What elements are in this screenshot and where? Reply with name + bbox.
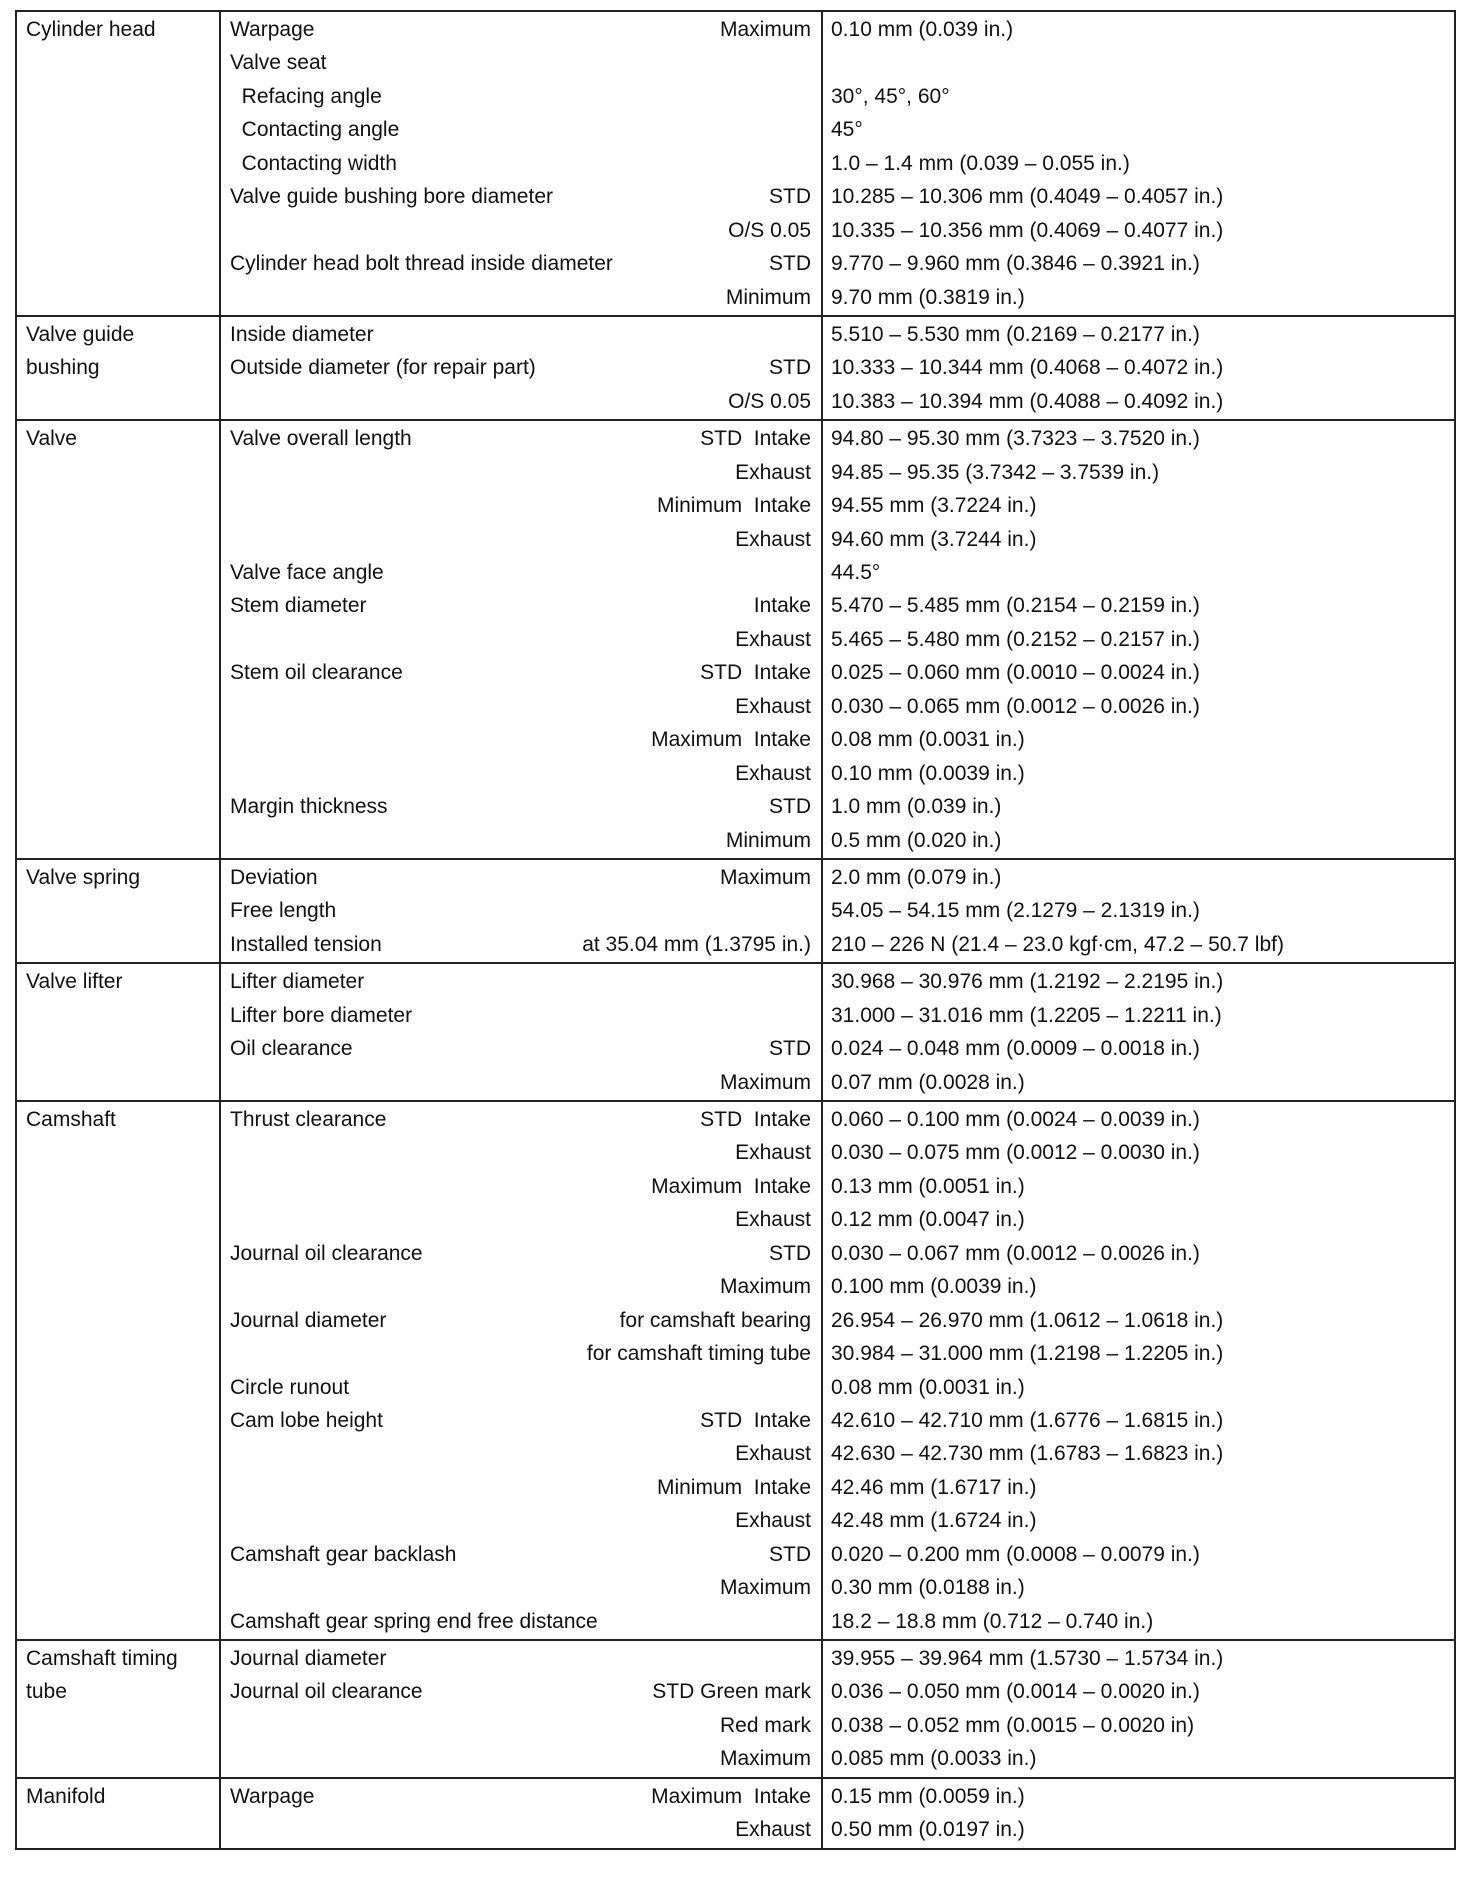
spec-item-line	[230, 1066, 811, 1099]
spec-item-condition: Exhaust	[735, 1141, 811, 1165]
spec-item-label: Cam lobe height	[230, 1408, 383, 1432]
spec-item-label: Journal diameter	[230, 1308, 387, 1332]
spec-item-line	[230, 790, 811, 823]
spec-item-line	[230, 113, 811, 146]
section-name-line: Camshaft timing	[26, 1647, 178, 1670]
section-name-cell	[16, 963, 220, 1101]
spec-item-line	[230, 1371, 811, 1404]
spec-item-condition: STD Intake	[700, 661, 811, 685]
spec-item-condition: STD Intake	[700, 1108, 811, 1131]
spec-item-line	[230, 13, 811, 46]
spec-item-label: Journal diameter	[230, 1647, 387, 1670]
spec-item-line	[230, 1404, 811, 1437]
section-name-line: Valve spring	[26, 865, 141, 889]
spec-item-line	[230, 1709, 811, 1742]
item-cell	[220, 316, 822, 420]
spec-item-condition: Minimum Intake	[656, 494, 811, 518]
spec-value: 54.05 – 54.15 mm (2.1279 – 2.1319 in.)	[831, 899, 1200, 923]
spec-item-line	[230, 1605, 811, 1638]
spec-value: 0.038 – 0.052 mm (0.0015 – 0.0020 in)	[831, 1713, 1195, 1737]
spec-item-condition: STD Green mark	[652, 1680, 811, 1704]
section-name-line: Cylinder head	[26, 18, 156, 41]
spec-item-label: Camshaft gear spring end free distance	[230, 1609, 598, 1633]
spec-value: 94.55 mm (3.7224 in.)	[831, 494, 1037, 518]
section-name-line: bushing	[26, 356, 100, 380]
spec-value: 45°	[831, 118, 863, 142]
spec-item-line	[230, 1813, 811, 1846]
spec-item-condition: at 35.04 mm (1.3795 in.)	[582, 932, 811, 956]
spec-item-line	[230, 489, 811, 522]
section-name-line: Valve lifter	[26, 970, 123, 994]
spec-value: 31.000 – 31.016 mm (1.2205 – 1.2211 in.)	[831, 1003, 1222, 1027]
spec-section-row	[16, 1778, 1455, 1849]
spec-value: 9.70 mm (0.3819 in.)	[831, 285, 1025, 309]
spec-item-condition: Exhaust	[735, 1818, 811, 1842]
spec-item-label: Contacting angle	[230, 118, 400, 142]
spec-item-line	[230, 757, 811, 790]
spec-item-line	[230, 1571, 811, 1604]
spec-value: 0.10 mm (0.039 in.)	[831, 18, 1014, 41]
spec-item-label: Journal oil clearance	[230, 1241, 423, 1265]
spec-value: 94.60 mm (3.7244 in.)	[831, 527, 1037, 551]
spec-value: 94.80 – 95.30 mm (3.7323 – 3.7520 in.)	[831, 427, 1200, 451]
spec-item-line	[230, 523, 811, 556]
spec-item-line	[230, 247, 811, 280]
spec-item-label: Deviation	[230, 865, 318, 889]
spec-item-line	[230, 147, 811, 180]
spec-item-line	[230, 351, 811, 384]
spec-value: 10.333 – 10.344 mm (0.4068 – 0.4072 in.)	[831, 356, 1224, 380]
spec-item-line	[230, 1170, 811, 1203]
spec-value: 0.07 mm (0.0028 in.)	[831, 1070, 1025, 1094]
value-cell	[822, 1640, 1455, 1778]
spec-item-label: Warpage	[230, 18, 315, 41]
spec-item-line	[230, 318, 811, 351]
spec-item-line	[230, 456, 811, 489]
spec-item-line	[230, 723, 811, 756]
spec-value: 2.0 mm (0.079 in.)	[831, 865, 1002, 889]
spec-item-label: Valve overall length	[230, 427, 412, 451]
spec-item-label: Margin thickness	[230, 795, 388, 819]
section-name-line: Camshaft	[26, 1108, 116, 1131]
spec-item-label: Outside diameter (for repair part)	[230, 356, 536, 380]
spec-item-condition: Maximum Intake	[651, 728, 811, 752]
spec-item-line	[230, 824, 811, 857]
spec-item-label: Free length	[230, 899, 337, 923]
spec-item-line	[230, 80, 811, 113]
spec-item-line	[230, 46, 811, 79]
spec-value: 42.48 mm (1.6724 in.)	[831, 1509, 1037, 1533]
spec-item-line	[230, 1437, 811, 1470]
spec-table-body	[16, 11, 1455, 1849]
value-cell	[822, 11, 1455, 316]
spec-value: 9.770 – 9.960 mm (0.3846 – 0.3921 in.)	[831, 252, 1200, 276]
spec-item-condition: for camshaft timing tube	[586, 1342, 811, 1366]
value-cell	[822, 420, 1455, 859]
spec-item-line	[230, 1780, 811, 1813]
spec-item-line	[230, 589, 811, 622]
spec-item-condition: Minimum Intake	[656, 1475, 811, 1499]
spec-value: 10.383 – 10.394 mm (0.4088 – 0.4092 in.)	[831, 389, 1224, 413]
spec-item-label: Oil clearance	[230, 1037, 353, 1061]
spec-value: 39.955 – 39.964 mm (1.5730 – 1.5734 in.)	[831, 1647, 1224, 1670]
spec-item-condition: STD Intake	[700, 427, 811, 451]
section-name-cell	[16, 420, 220, 859]
spec-item-label: Refacing angle	[230, 84, 382, 108]
spec-value: 0.08 mm (0.0031 in.)	[831, 1375, 1025, 1399]
spec-item-condition: Maximum	[719, 1275, 811, 1299]
section-name-cell	[16, 1778, 220, 1849]
spec-item-line	[230, 1642, 811, 1675]
value-cell	[822, 316, 1455, 420]
spec-item-condition: Maximum	[719, 1576, 811, 1600]
spec-section-row	[16, 316, 1455, 420]
spec-item-line	[230, 999, 811, 1032]
section-name-cell	[16, 316, 220, 420]
spec-item-line	[230, 1471, 811, 1504]
spec-item-label: Installed tension	[230, 932, 382, 956]
spec-item-label: Valve seat	[230, 51, 327, 75]
spec-value: 0.030 – 0.075 mm (0.0012 – 0.0030 in.)	[831, 1141, 1200, 1165]
spec-value: 0.024 – 0.048 mm (0.0009 – 0.0018 in.)	[831, 1037, 1200, 1061]
spec-section-row	[16, 11, 1455, 316]
spec-value: 1.0 – 1.4 mm (0.039 – 0.055 in.)	[831, 151, 1130, 175]
spec-value: 30.968 – 30.976 mm (1.2192 – 2.2195 in.)	[831, 970, 1224, 994]
spec-item-label: Contacting width	[230, 151, 397, 175]
section-name-cell	[16, 1101, 220, 1640]
spec-value: 0.060 – 0.100 mm (0.0024 – 0.0039 in.)	[831, 1108, 1200, 1131]
value-cell	[822, 1101, 1455, 1640]
item-cell	[220, 963, 822, 1101]
spec-item-line	[230, 1742, 811, 1775]
spec-value: 30°, 45°, 60°	[831, 84, 950, 108]
spec-item-condition: Exhaust	[735, 527, 811, 551]
spec-item-line	[230, 861, 811, 894]
spec-item-line	[230, 894, 811, 927]
spec-section-row	[16, 1101, 1455, 1640]
spec-item-condition: Exhaust	[735, 460, 811, 484]
spec-item-condition: Exhaust	[735, 1208, 811, 1232]
spec-section-row	[16, 1640, 1455, 1778]
spec-value: 0.08 mm (0.0031 in.)	[831, 728, 1025, 752]
spec-value: 1.0 mm (0.039 in.)	[831, 795, 1002, 819]
item-cell	[220, 859, 822, 963]
spec-item-line	[230, 965, 811, 998]
spec-item-line	[230, 1304, 811, 1337]
spec-item-line	[230, 1675, 811, 1708]
spec-item-label: Camshaft gear backlash	[230, 1542, 457, 1566]
item-cell	[220, 11, 822, 316]
spec-item-label: Cylinder head bolt thread inside diameter	[230, 252, 613, 276]
spec-value: 0.025 – 0.060 mm (0.0010 – 0.0024 in.)	[831, 661, 1200, 685]
spec-value: 0.10 mm (0.0039 in.)	[831, 761, 1025, 785]
spec-item-line	[230, 180, 811, 213]
spec-table	[15, 10, 1456, 1850]
spec-item-condition: STD	[769, 185, 811, 209]
spec-value: 42.630 – 42.730 mm (1.6783 – 1.6823 in.)	[831, 1442, 1224, 1466]
spec-item-condition: STD	[769, 1542, 811, 1566]
spec-value: 0.5 mm (0.020 in.)	[831, 828, 1002, 852]
spec-item-line	[230, 214, 811, 247]
spec-item-condition: Maximum	[719, 1747, 811, 1771]
spec-item-condition: Intake	[753, 594, 811, 618]
spec-item-condition: STD	[769, 356, 811, 380]
spec-value: 0.30 mm (0.0188 in.)	[831, 1576, 1025, 1600]
value-cell	[822, 963, 1455, 1101]
spec-value: 18.2 – 18.8 mm (0.712 – 0.740 in.)	[831, 1609, 1154, 1633]
spec-item-line	[230, 1203, 811, 1236]
spec-item-condition: Maximum	[719, 1070, 811, 1094]
spec-item-label: Lifter diameter	[230, 970, 365, 994]
spec-item-line	[230, 1337, 811, 1370]
spec-item-condition: STD	[769, 1241, 811, 1265]
spec-value: 0.50 mm (0.0197 in.)	[831, 1818, 1025, 1842]
spec-value: 0.12 mm (0.0047 in.)	[831, 1208, 1025, 1232]
spec-item-label: Inside diameter	[230, 322, 374, 346]
spec-item-condition: Minimum	[725, 285, 811, 309]
spec-value: 0.100 mm (0.0039 in.)	[831, 1275, 1037, 1299]
spec-item-label: Circle runout	[230, 1375, 350, 1399]
spec-item-line	[230, 656, 811, 689]
spec-item-condition: STD Intake	[700, 1408, 811, 1432]
spec-item-line	[230, 422, 811, 455]
spec-item-label: Stem diameter	[230, 594, 367, 618]
spec-item-condition: Maximum Intake	[651, 1174, 811, 1198]
section-name-cell	[16, 11, 220, 316]
section-name-line: Valve guide	[26, 322, 135, 346]
spec-value: 10.285 – 10.306 mm (0.4049 – 0.4057 in.)	[831, 185, 1224, 209]
spec-item-label: Journal oil clearance	[230, 1680, 423, 1704]
section-name-cell	[16, 1640, 220, 1778]
spec-value: 0.030 – 0.067 mm (0.0012 – 0.0026 in.)	[831, 1241, 1200, 1265]
spec-item-condition: STD	[769, 252, 811, 276]
spec-value: 0.036 – 0.050 mm (0.0014 – 0.0020 in.)	[831, 1680, 1200, 1704]
spec-item-condition: Maximum	[719, 18, 811, 41]
spec-value: 26.954 – 26.970 mm (1.0612 – 1.0618 in.)	[831, 1308, 1224, 1332]
spec-item-line	[230, 1237, 811, 1270]
spec-value: 42.610 – 42.710 mm (1.6776 – 1.6815 in.)	[831, 1408, 1224, 1432]
spec-item-label: Thrust clearance	[230, 1108, 387, 1131]
spec-item-label: Valve guide bushing bore diameter	[230, 185, 553, 209]
spec-item-line	[230, 1136, 811, 1169]
spec-item-label: Lifter bore diameter	[230, 1003, 413, 1027]
spec-value: 0.15 mm (0.0059 in.)	[831, 1784, 1025, 1808]
spec-section-row	[16, 859, 1455, 963]
spec-value: 0.030 – 0.065 mm (0.0012 – 0.0026 in.)	[831, 694, 1200, 718]
spec-item-condition: Red mark	[719, 1713, 811, 1737]
spec-item-condition: Maximum Intake	[651, 1784, 811, 1808]
spec-value: 30.984 – 31.000 mm (1.2198 – 1.2205 in.)	[831, 1342, 1224, 1366]
item-cell	[220, 1778, 822, 1849]
section-name-line: tube	[26, 1680, 67, 1704]
spec-value: 5.470 – 5.485 mm (0.2154 – 0.2159 in.)	[831, 594, 1200, 618]
spec-value: 5.510 – 5.530 mm (0.2169 – 0.2177 in.)	[831, 322, 1200, 346]
spec-value: 44.5°	[831, 561, 881, 584]
spec-item-label: Warpage	[230, 1784, 315, 1808]
spec-item-condition: Minimum	[725, 828, 811, 852]
spec-item-condition: Exhaust	[735, 761, 811, 785]
spec-item-label: Stem oil clearance	[230, 661, 403, 685]
spec-item-line	[230, 1270, 811, 1303]
spec-section-row	[16, 420, 1455, 859]
spec-item-line	[230, 623, 811, 656]
item-cell	[220, 1640, 822, 1778]
spec-item-condition: Exhaust	[735, 1509, 811, 1533]
spec-value: 210 – 226 N (21.4 – 23.0 kgf·cm, 47.2 – 50.7 lbf)	[831, 932, 1284, 956]
section-name-line: Valve	[26, 427, 77, 451]
spec-item-line	[230, 928, 811, 961]
value-cell	[822, 859, 1455, 963]
spec-item-line	[230, 1032, 811, 1065]
item-cell	[220, 1101, 822, 1640]
spec-value: 0.085 mm (0.0033 in.)	[831, 1747, 1037, 1771]
spec-item-label: Valve face angle	[230, 561, 384, 584]
spec-item-condition: STD	[769, 1037, 811, 1061]
spec-value	[831, 46, 1448, 79]
spec-item-line	[230, 1538, 811, 1571]
item-cell	[220, 420, 822, 859]
spec-item-condition: Exhaust	[735, 1442, 811, 1466]
spec-section-row	[16, 963, 1455, 1101]
spec-item-line	[230, 281, 811, 314]
spec-value: 42.46 mm (1.6717 in.)	[831, 1475, 1037, 1499]
spec-item-line	[230, 690, 811, 723]
spec-item-condition: STD	[769, 795, 811, 819]
spec-item-line	[230, 385, 811, 418]
spec-item-condition: O/S 0.05	[728, 389, 811, 413]
spec-item-line	[230, 556, 811, 589]
spec-item-line	[230, 1504, 811, 1537]
spec-item-condition: Exhaust	[735, 694, 811, 718]
spec-value: 0.020 – 0.200 mm (0.0008 – 0.0079 in.)	[831, 1542, 1200, 1566]
section-name-line: Manifold	[26, 1784, 106, 1808]
spec-item-line	[230, 1103, 811, 1136]
spec-item-condition: Exhaust	[735, 627, 811, 651]
spec-value: 0.13 mm (0.0051 in.)	[831, 1174, 1025, 1198]
spec-item-condition: Maximum	[719, 865, 811, 889]
spec-value: 10.335 – 10.356 mm (0.4069 – 0.4077 in.)	[831, 218, 1224, 242]
spec-item-condition: for camshaft bearing	[619, 1308, 811, 1332]
spec-item-condition: O/S 0.05	[728, 218, 811, 242]
spec-value: 5.465 – 5.480 mm (0.2152 – 0.2157 in.)	[831, 627, 1200, 651]
value-cell	[822, 1778, 1455, 1849]
spec-value: 94.85 – 95.35 (3.7342 – 3.7539 in.)	[831, 460, 1160, 484]
section-name-cell	[16, 859, 220, 963]
